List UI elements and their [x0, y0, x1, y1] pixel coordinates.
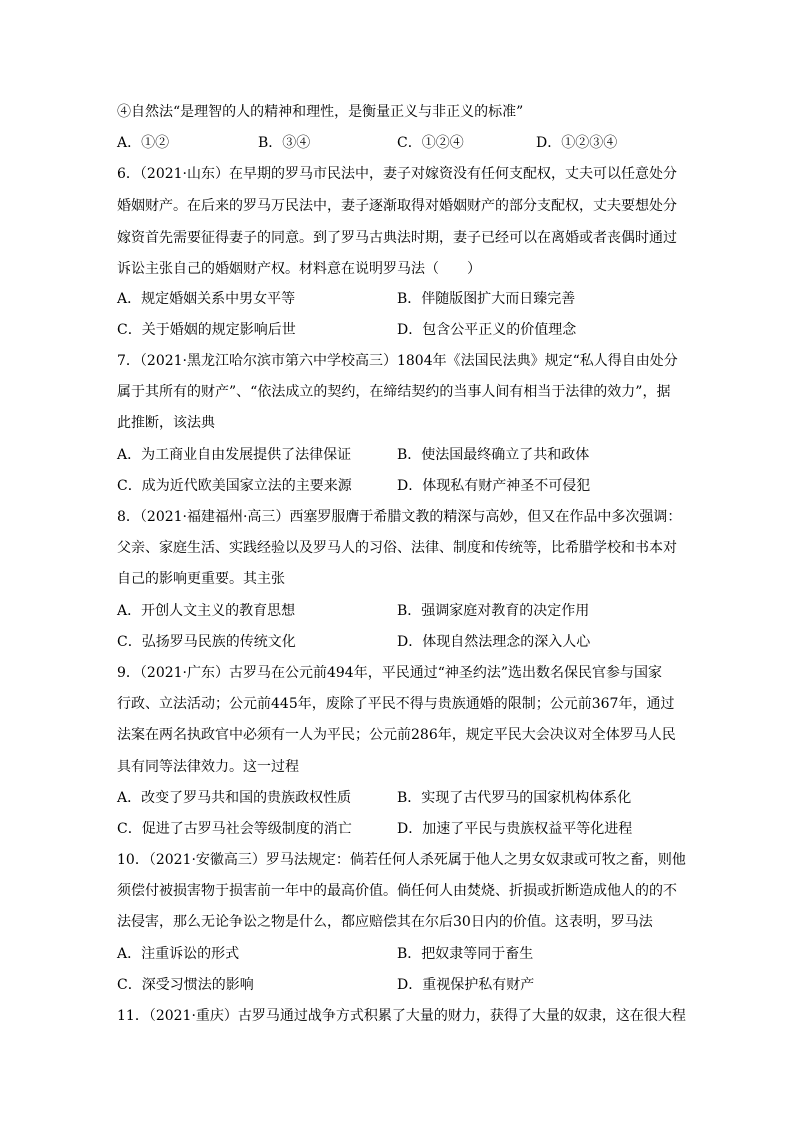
question-7-line-3: 此推断，该法典: [117, 415, 215, 431]
question-6-option-a: A．规定婚姻关系中男女平等: [117, 291, 296, 307]
question-7-option-d: D．体现私有财产神圣不可侵犯: [397, 478, 591, 494]
question-10-line-1: 10．（2021·安徽高三）罗马法规定：倘若任何人杀死属于他人之男女奴隶或可牧之畜，则他: [117, 852, 686, 868]
question-10-option-d: D．重视保护私有财产: [397, 977, 535, 993]
question-11-line-1: 11．（2021·重庆）古罗马通过战争方式积累了大量的财力，获得了大量的奴隶，这在很大程: [117, 1008, 686, 1024]
question-7-line-1: 7．（2021·黑龙江哈尔滨市第六中学校高三）1804年《法国民法典》规定“私人得自由处分: [117, 353, 678, 369]
question-6-option-c: C．关于婚姻的规定影响后世: [117, 322, 296, 338]
question-6-line-3: 嫁资首先需要征得妻子的同意。到了罗马古典法时期，妻子已经可以在离婚或者丧偶时通过: [117, 230, 677, 246]
question-10-option-b: B．把奴隶等同于畜生: [397, 946, 534, 962]
question-8-option-c: C．弘扬罗马民族的传统文化: [117, 634, 296, 650]
question-9-line-1: 9．（2021·广东）古罗马在公元前494年，平民通过“神圣约法”选出数名保民官参与国家: [117, 665, 663, 681]
question-10-line-2: 须偿付被损害物于损害前一年中的最高价值。倘任何人由焚烧、折损或折断造成他人的的不: [117, 883, 677, 899]
question-8-line-3: 自己的影响更重要。其主张: [117, 571, 285, 587]
question-8-option-d: D．体现自然法理念的深入人心: [397, 634, 591, 650]
question-9-option-d: D．加速了平民与贵族权益平等化进程: [397, 821, 633, 837]
question-10-line-3: 法侵害，那么无论争讼之物是什么，都应赔偿其在尔后30日内的价值。这表明，罗马法: [117, 914, 653, 930]
question-9-option-c: C．促进了古罗马社会等级制度的消亡: [117, 821, 352, 837]
question-9-line-4: 具有同等法律效力。这一过程: [117, 759, 299, 775]
question-6-option-d: D．包含公平正义的价值理念: [397, 322, 577, 338]
question-6-option-b: B．伴随版图扩大而日臻完善: [397, 291, 576, 307]
question-7-option-b: B．使法国最终确立了共和政体: [397, 447, 590, 463]
question-9-line-2: 行政、立法活动；公元前445年，废除了平民不得与贵族通婚的限制；公元前367年，通过: [117, 696, 675, 712]
question-10-option-a: A．注重诉讼的形式: [117, 946, 240, 962]
option-b: B．③④: [258, 135, 311, 151]
question-6-line-1: 6．（2021·山东）在早期的罗马市民法中，妻子对嫁资没有任何支配权，丈夫可以任意处分: [117, 166, 677, 182]
question-8-option-b: B．强调家庭对教育的决定作用: [397, 603, 590, 619]
option-d: D．①②③④: [536, 135, 618, 151]
question-9-line-3: 法案在两名执政官中必须有一人为平民；公元前286年，规定平民大会决议对全体罗马人民: [117, 727, 676, 743]
question-9-option-a: A．改变了罗马共和国的贵族政权性质: [117, 790, 352, 806]
statement-4: ④自然法“是理智的人的精神和理性，是衡量正义与非正义的标准”: [117, 104, 524, 120]
question-7-option-a: A．为工商业自由发展提供了法律保证: [117, 447, 352, 463]
question-7-option-c: C．成为近代欧美国家立法的主要来源: [117, 478, 352, 494]
question-7-line-2: 属于其所有的财产”、“依法成立的契约，在缔结契约的当事人间有相当于法律的效力”，据: [117, 384, 671, 400]
question-10-option-c: C．深受习惯法的影响: [117, 977, 254, 993]
option-c: C．①②④: [397, 135, 464, 151]
question-6-line-2: 婚姻财产。在后来的罗马万民法中，妻子逐渐取得对婚姻财产的部分支配权，丈夫要想处分: [117, 198, 677, 214]
option-a: A．①②: [117, 135, 170, 151]
question-8-option-a: A．开创人文主义的教育思想: [117, 603, 296, 619]
question-6-line-4: 诉讼主张自己的婚姻财产权。材料意在说明罗马法（ ）: [117, 261, 481, 277]
question-9-option-b: B．实现了古代罗马的国家机构体系化: [397, 790, 632, 806]
question-8-line-2: 父亲、家庭生活、实践经验以及罗马人的习俗、法律、制度和传统等，比希腊学校和书本对: [117, 540, 677, 556]
question-8-line-1: 8．（2021·福建福州·高三）西塞罗服膺于希腊文教的精深与高妙，但又在作品中多次强调：: [117, 509, 682, 525]
